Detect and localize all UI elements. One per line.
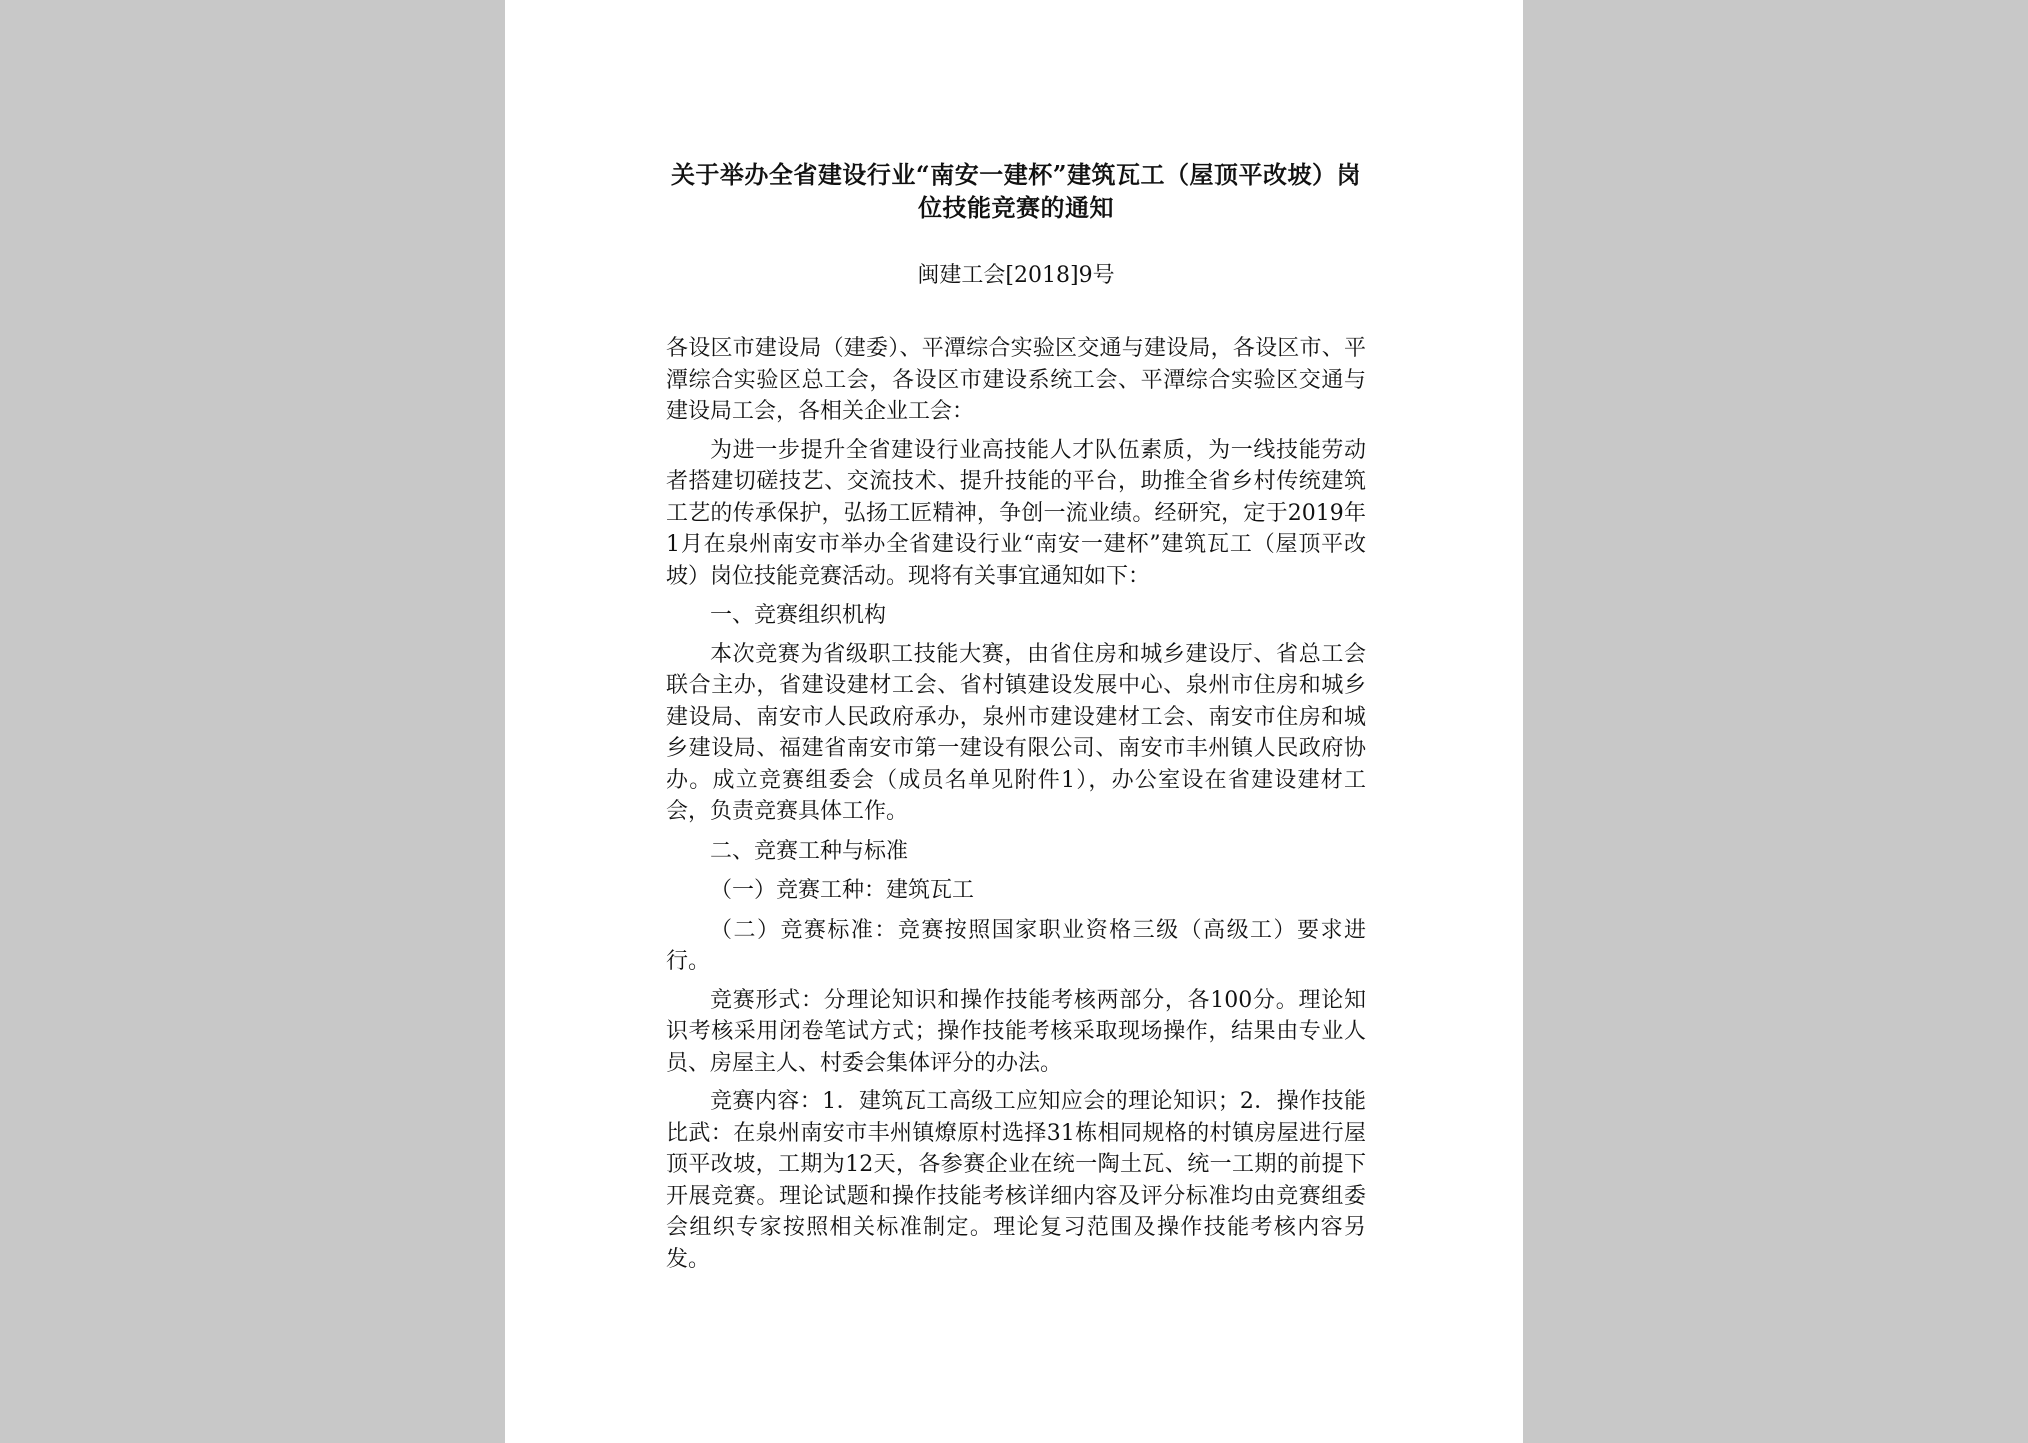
- document-number: 闽建工会[2018]9号: [917, 263, 1115, 288]
- salutation: 各设区市建设局（建委）、平潭综合实验区交通与建设局，各设区市、平潭综合实验区总工会，各设区市建设系统工会、平潭综合实验区交通与建设局工会，各相关企业工会：: [666, 336, 1366, 424]
- format-paragraph: 竞赛形式：分理论知识和操作技能考核两部分，各100分。理论知识考核采用闭卷笔试方式；操作技能考核采取现场操作，结果由专业人员、房屋主人、村委会集体评分的办法。: [666, 987, 1366, 1076]
- page-content: [666, 158, 1366, 1275]
- document-title: 关于举办全省建设行业“南安一建杯”建筑瓦工（屋顶平改坡）岗位技能竞赛的通知: [670, 160, 1362, 222]
- section-1-body: 本次竞赛为省级职工技能大赛，由省住房和城乡建设厅、省总工会联合主办，省建设建材工会、省村镇建设发展中心、泉州市住房和城乡建设局、南安市人民政府承办，泉州市建设建材工会、南安市住房和城乡建设局、福建省南安市第一建设有限公司、南安市丰州镇人民政府协办。成立竞赛组委会（成员名单见附件1），办公室设在省建设建材工会，负责竞赛具体工作。: [666, 641, 1366, 824]
- document-page: [505, 0, 1523, 1443]
- intro-paragraph: 为进一步提升全省建设行业高技能人才队伍素质，为一线技能劳动者搭建切磋技艺、交流技术、提升技能的平台，助推全省乡村传统建筑工艺的传承保护，弘扬工匠精神，争创一流业绩。经研究，定于2019年1月在泉州南安市举办全省建设行业“南安一建杯”建筑瓦工（屋顶平改坡）岗位技能竞赛活动。现将有关事宜通知如下：: [666, 437, 1366, 589]
- section-1-heading: 一、竞赛组织机构: [710, 603, 887, 628]
- section-2-item-2: （二）竞赛标准：竞赛按照国家职业资格三级（高级工）要求进行。: [666, 917, 1366, 974]
- section-2-item-1: （一）竞赛工种：建筑瓦工: [710, 878, 975, 903]
- content-paragraph: 竞赛内容：1．建筑瓦工高级工应知应会的理论知识；2．操作技能比武：在泉州南安市丰州镇燎原村选择31栋相同规格的村镇房屋进行屋顶平改坡，工期为12天，各参赛企业在统一陶土瓦、统一工期的前提下开展竞赛。理论试题和操作技能考核详细内容及评分标准均由竞赛组委会组织专家按照相关标准制定。理论复习范围及操作技能考核内容另发。: [666, 1089, 1366, 1272]
- section-2-heading: 二、竞赛工种与标准: [710, 838, 909, 864]
